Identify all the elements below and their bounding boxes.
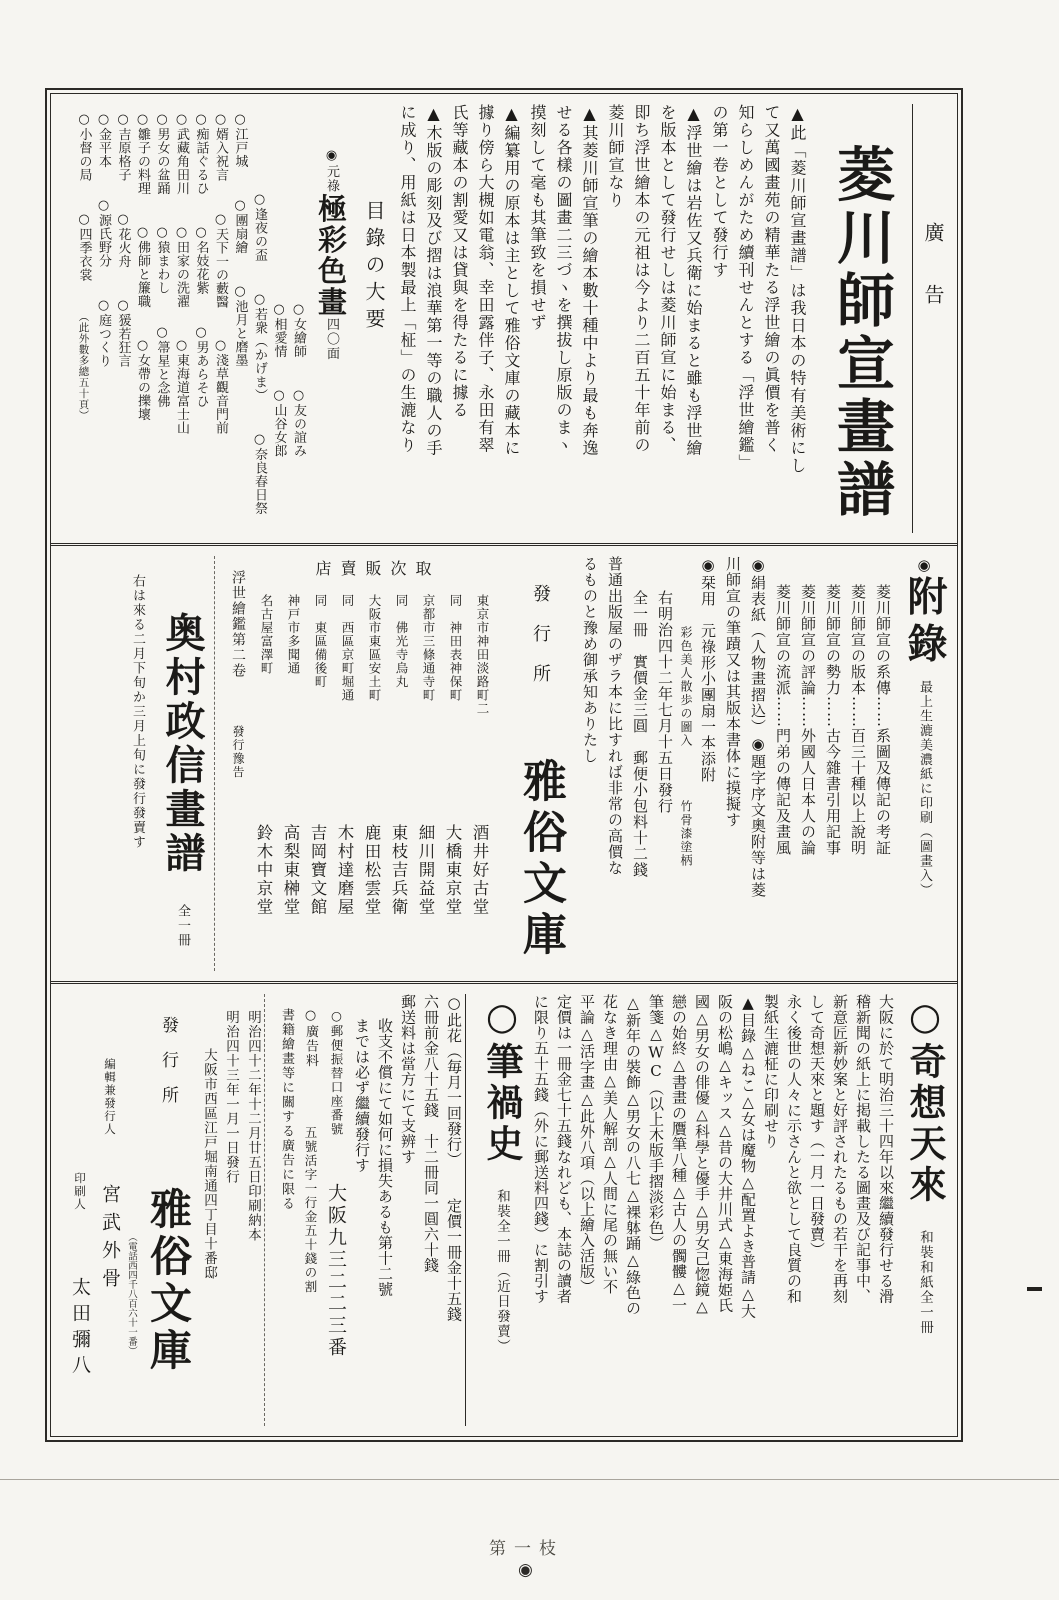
kiso-price-line: に限り五十五錢（外に郵送料四錢）に割引す bbox=[532, 994, 550, 1304]
kiso-line: 新意匠新妙案と好評されたるもの若干を再刻 bbox=[831, 994, 849, 1304]
body-line: ▲其菱川師宣筆の繪本數十種中より最も奔逸 bbox=[580, 104, 599, 457]
list-item: ○女繪師 bbox=[291, 302, 306, 358]
publisher-name: 雅俗文庫 bbox=[144, 1187, 193, 1375]
body-line: に成り、用紙は日本製最上「柾」の生漉なり bbox=[398, 104, 417, 454]
body-line: を版本として發行せしは菱川師宣に始まる、 bbox=[658, 104, 677, 454]
list-item: ○男あらそひ bbox=[193, 324, 209, 408]
list-item: ○痴話ぐるひ bbox=[193, 112, 209, 195]
list-item: ○天下一の藪醫 bbox=[213, 211, 228, 308]
cover-note: ◉絹表紙（人物畫摺込）◉題字序文奧附等は菱 bbox=[749, 556, 767, 898]
section-appendix-publisher bbox=[51, 546, 957, 984]
catalog-column bbox=[152, 104, 172, 533]
list-item: ○佛師と簾職 bbox=[135, 225, 150, 308]
body-line: て又萬國畫苑の精華たる浮世繪の眞價を普く bbox=[762, 104, 781, 454]
konohana-label: ○此花（毎月一回發行） bbox=[445, 994, 463, 1168]
distributor-name: 大橋東京堂 bbox=[443, 824, 462, 917]
list-item: ○箒星と念佛 bbox=[154, 324, 170, 408]
distributor-address: 大阪市東區安土町 bbox=[367, 594, 382, 702]
publisher-phone: （電話西四千八百六十一番） bbox=[126, 1232, 137, 1356]
warning-line: るものと豫め御承知ありたし bbox=[581, 556, 599, 764]
issue-line: 右明治四十二年七月十五日發行 bbox=[656, 590, 674, 814]
kiso-line: 永く後世の人々に示さんと欲として良質の和 bbox=[785, 994, 803, 1304]
kiso-catalog-line: 阪の松嶋△キッス△昔の大井川式△東海姫氏 bbox=[716, 994, 734, 1313]
distributor-address: 東京市神田淡路町二 bbox=[475, 594, 490, 716]
list-item: ○團扇繪 bbox=[232, 198, 248, 254]
distributor-name: 高梨東榊堂 bbox=[281, 824, 300, 917]
publisher-label: 發行所 bbox=[530, 584, 551, 704]
konohana-line: 六冊前金八十五錢 十二冊同一圓六十錢 bbox=[422, 994, 440, 1273]
kiso-line: 稽新聞の紙上に掲載したる圖畫及び記事中、 bbox=[854, 994, 872, 1304]
subnote-item: 竹骨漆塗柄 bbox=[679, 799, 693, 867]
colophon-line: 明治四十二年十二月廿五日印刷納本 bbox=[245, 1010, 261, 1242]
list-item: ○山谷女郎 bbox=[271, 388, 287, 458]
kiso-line: 大阪に於て明治三十四年以來繼續發行せる滑 bbox=[877, 994, 895, 1304]
catalog-heading bbox=[308, 104, 354, 533]
section-other-publications-colophon bbox=[51, 984, 957, 1436]
ad-label: 廣告 bbox=[912, 104, 953, 533]
appendix-item: 菱川師宣の流派……門弟の傳記及畫風 bbox=[774, 584, 792, 856]
distributor-heading: 取次販賣店 bbox=[315, 559, 441, 578]
konohana-line: 郵送料は當方にて支辨す bbox=[399, 994, 417, 1165]
bookmark-note: ◉栞用 元祿形小團扇一本添附 bbox=[699, 556, 717, 783]
distributor-address: 同 西區京町堀通 bbox=[340, 594, 355, 702]
list-item: ○雛子の料理 bbox=[135, 112, 150, 195]
publisher-block bbox=[503, 556, 577, 971]
page-title: 菱川師宣畫譜 bbox=[827, 144, 895, 522]
distributor bbox=[442, 580, 469, 969]
list-item: ○猨若狂言 bbox=[115, 297, 131, 367]
catalog-column bbox=[250, 104, 270, 533]
list-item: ○源氏野分 bbox=[96, 198, 111, 268]
postal-transfer-label: ○郵便振替口座番號 bbox=[329, 1008, 344, 1137]
kiso-catalog-line: △新年の裝飾△男女の八七△裸躰踊△綠色の bbox=[624, 994, 642, 1316]
list-item: ○庭つくり bbox=[96, 297, 111, 367]
page-signature: 第一枝 bbox=[489, 1539, 564, 1559]
ad-rate-label: ○廣告料 bbox=[303, 1008, 318, 1068]
index-heading: 目錄の大要 bbox=[362, 200, 386, 335]
body-line: ▲浮世繪は岩佐又兵衛に始まると雖も浮世繪 bbox=[684, 104, 703, 457]
distributor bbox=[469, 580, 496, 969]
distributor-name: 東枝吉兵衛 bbox=[389, 824, 408, 917]
distributor bbox=[361, 580, 388, 969]
distributor-address: 京都市三條通寺町 bbox=[421, 594, 436, 702]
kiso-line: して奇想天來と題す（一月一日發賣） bbox=[808, 994, 826, 1258]
kiso-catalog-line: 筆箋△WC（以上木版手摺淡彩色） bbox=[647, 994, 665, 1251]
list-item: ○東海道富士山 bbox=[174, 338, 189, 435]
catalog-column bbox=[73, 104, 94, 533]
distributor-address: 神戸市多聞通 bbox=[286, 594, 301, 675]
distributor-name: 細川開益堂 bbox=[416, 824, 435, 917]
list-item: ○婿入祝言 bbox=[213, 112, 228, 182]
catalog-column bbox=[172, 104, 192, 533]
distributor bbox=[415, 580, 442, 969]
body-line: 菱川師宣なり bbox=[606, 104, 625, 209]
body-line: 知らしめんがため續刊せんとする「浮世繪鑑」 bbox=[736, 104, 755, 472]
preview-series: 浮世繪鑑第二卷 bbox=[230, 570, 246, 679]
catalog-prefix: ◉元祿 bbox=[324, 148, 339, 194]
list-item: ○女帶の擽壞 bbox=[135, 338, 150, 421]
printer-block bbox=[65, 994, 95, 1426]
list-item: ○吉原格子 bbox=[115, 112, 131, 182]
preview-series-block bbox=[214, 556, 253, 971]
list-item: ○淺草觀音門前 bbox=[213, 338, 228, 435]
body-line: ▲木版の彫刻及び摺は浪華第一等の職人の手 bbox=[424, 104, 443, 457]
page-frame bbox=[45, 88, 963, 1442]
appendix-heading bbox=[895, 556, 953, 971]
postal-transfer-block bbox=[322, 994, 350, 1426]
appendix-item: 菱川師宣の系傳……系圖及傳記の考証 bbox=[874, 584, 892, 856]
ad-rate-value: 五號活字一行金五十錢の割 bbox=[303, 1126, 318, 1294]
appendix-subtitle: 最上生漉美濃紙に印刷（圖畫入） bbox=[917, 679, 932, 897]
kiso-line: 製紙生漉柾に印刷せり bbox=[762, 994, 780, 1149]
price-line: 全一冊 實價金三圓 郵便小包料十二錢 bbox=[631, 590, 649, 878]
hikka-heading bbox=[465, 994, 529, 1426]
bullseye-icon: ◉ bbox=[915, 556, 933, 576]
distributor bbox=[307, 580, 334, 969]
bookmark-subnote bbox=[677, 556, 695, 971]
editor-label: 編輯兼發行人 bbox=[103, 1058, 117, 1136]
appendix-item: 菱川師宣の評論……外國人日本人の論 bbox=[799, 584, 817, 856]
warning-line: 普通出版屋のザラ本に比すれば非常の高價な bbox=[606, 556, 624, 876]
kiso-catalog-line: 戀の始終△書畫の贋筆八種△古人の髑髏△一 bbox=[670, 994, 688, 1313]
distributor-list bbox=[253, 580, 496, 969]
hikka-subtitle: 和裝全一冊（近日發賣） bbox=[494, 1189, 510, 1354]
distributor bbox=[253, 580, 280, 969]
kiso-heading bbox=[897, 994, 953, 1426]
page-frame-inner bbox=[50, 93, 958, 1437]
appendix-title: 附錄 bbox=[901, 575, 948, 670]
kiso-subtitle: 和裝和紙全一冊 bbox=[917, 1230, 933, 1335]
list-item: ○金平本 bbox=[96, 112, 111, 168]
list-item: ○名妓花紫 bbox=[193, 225, 209, 295]
catalog-column bbox=[94, 104, 114, 533]
colophon-publisher-block bbox=[138, 994, 198, 1426]
postal-transfer-number: 大阪九三二二三番 bbox=[325, 1182, 347, 1359]
list-item: ○小督の局 bbox=[76, 112, 92, 182]
konohana-line bbox=[442, 994, 465, 1426]
kiso-title: ○奇想天來 bbox=[903, 994, 947, 1206]
catalog-column bbox=[133, 104, 153, 533]
preview-label: 發行豫告 bbox=[231, 724, 245, 779]
list-item: ○江戸城 bbox=[232, 112, 248, 168]
distributor-section bbox=[253, 556, 503, 971]
distributor-address: 同 東區備後町 bbox=[313, 594, 328, 689]
body-line: 氏等藏本の割愛又は貸與を得たるに據る bbox=[450, 104, 469, 419]
colophon-address: 大阪市西區江戸堀南通四丁目十番邸 bbox=[201, 1048, 217, 1280]
distributor-name: 鹿田松雲堂 bbox=[362, 824, 381, 917]
printer-name: 太田彌八 bbox=[69, 1277, 91, 1381]
list-item: ○猿まわし bbox=[154, 225, 170, 295]
catalog-column bbox=[230, 104, 250, 533]
preview-volume: 全一冊 bbox=[175, 904, 190, 948]
list-item: ○池月と磨墨 bbox=[232, 284, 248, 367]
ad-rate-block bbox=[298, 994, 322, 1426]
kiso-catalog-line: 花なき理由△美人解剖△人間に尾の無い不 bbox=[601, 994, 619, 1295]
body-line: ▲編纂用の原本は主として雅俗文庫の藏本に bbox=[502, 104, 521, 457]
body-line: ▲此「菱川師宣畫譜」は我日本の特有美術にし bbox=[788, 104, 807, 475]
list-item: （此外數多總五十頁） bbox=[77, 311, 90, 421]
distributor-name: 木村達磨屋 bbox=[335, 824, 354, 917]
ad-rate-note: 書籍繪畫等に關する廣告に限る bbox=[264, 994, 298, 1426]
appendix-item: 菱川師宣の勢力……古今雜書引用記事 bbox=[824, 584, 842, 856]
distributor-address: 同 佛光寺烏丸 bbox=[394, 594, 409, 689]
list-item: ○若衆（かげま） bbox=[252, 291, 267, 402]
catalog-column bbox=[113, 104, 133, 533]
distributor-address: 名古屋富澤町 bbox=[259, 594, 274, 675]
catalog-column bbox=[269, 104, 289, 533]
list-item: ○友の誼み bbox=[291, 388, 306, 458]
appendix-item: 菱川師宣の版本……百三十種以上說明 bbox=[849, 584, 867, 856]
distributor bbox=[280, 580, 307, 969]
catalog-title: 極彩色畫 bbox=[314, 193, 348, 318]
preview-title: 奥村政信畫譜 bbox=[159, 612, 206, 876]
distributor-name: 吉岡寶文館 bbox=[308, 824, 327, 917]
printer-label: 印刷人 bbox=[73, 1172, 87, 1211]
preview-title-block bbox=[150, 556, 214, 971]
catalog-column bbox=[211, 104, 231, 533]
colophon-line: 明治四十三年一月一日發行 bbox=[223, 1010, 239, 1184]
konohana-line: までは必ず繼續發行す bbox=[353, 1018, 371, 1173]
preview-note: 右は來る二月下旬か三月上旬に發行發賣す bbox=[130, 574, 145, 850]
body-line: 即ち浮世繪本の元祖は今より二百五十年前の bbox=[632, 104, 651, 454]
distributor-address: 同 神田表神保町 bbox=[448, 594, 463, 702]
margin-mark bbox=[1027, 1287, 1042, 1291]
distributor bbox=[388, 580, 415, 969]
list-item: ○武藏角田川 bbox=[174, 112, 189, 195]
list-item: ○相愛情 bbox=[271, 302, 287, 358]
konohana-line: 收支不償にて如何に損失あるも第十二號 bbox=[376, 1018, 394, 1297]
distributor-name: 酒井好古堂 bbox=[470, 824, 489, 917]
hikka-title: ○筆禍史 bbox=[480, 994, 524, 1165]
list-item: ○奈良春日祭 bbox=[252, 431, 267, 515]
catalog-column bbox=[289, 104, 309, 533]
subnote-item: 彩色美人散歩の圖入 bbox=[679, 626, 693, 748]
catalog-column bbox=[191, 104, 211, 533]
body-line: 摸刻して毫も其筆致を損せず bbox=[528, 104, 547, 332]
kiso-catalog-line: 國△男女の俳優△科學と優手△男女己惚鏡△ bbox=[693, 994, 711, 1316]
editor-name: 宮武外骨 bbox=[99, 1184, 121, 1296]
distributor bbox=[334, 580, 361, 969]
distributor-name: 鈴木中京堂 bbox=[254, 824, 273, 917]
list-item: ○花火舟 bbox=[115, 211, 131, 268]
kiso-catalog-line: 平論△活字畫△此外八項（以上繪入活版） bbox=[578, 994, 596, 1295]
list-item: ○逢夜の盃 bbox=[252, 192, 267, 262]
publisher-name: 雅俗文庫 bbox=[515, 758, 566, 962]
body-line: せる各樣の圖畫二三づヽを撰拔し原版のまヽ bbox=[554, 104, 573, 454]
publisher-label: 發行所 bbox=[158, 1016, 178, 1121]
catalog-count: 四〇面 bbox=[324, 317, 339, 361]
footer-bullet-icon: ◉ bbox=[518, 1560, 533, 1580]
body-line: 據り傍ら大槻如電翁、幸田露伴子、永田有翠 bbox=[476, 104, 495, 454]
list-item: ○男女の盆踊 bbox=[154, 112, 170, 195]
section-moronobu-gafu bbox=[51, 94, 957, 546]
konohana-price: 定價一冊金十五錢 bbox=[445, 1197, 463, 1322]
cover-note: 川師宣の筆蹟又は其版本書体に摸擬す bbox=[724, 556, 742, 828]
editor-block bbox=[95, 994, 125, 1426]
list-item: ○四季衣裳 bbox=[76, 211, 92, 281]
footer-rule bbox=[0, 1479, 1059, 1480]
kiso-catalog-line: ▲目錄△ねこ△女は魔物△配置よき普請△大 bbox=[739, 994, 757, 1319]
body-line: の第一卷として發行す bbox=[710, 104, 729, 279]
kiso-price-line: 定價は一冊金七十五錢なれども、本誌の讀者 bbox=[555, 994, 573, 1304]
list-item: ○田家の洗濯 bbox=[174, 225, 189, 308]
